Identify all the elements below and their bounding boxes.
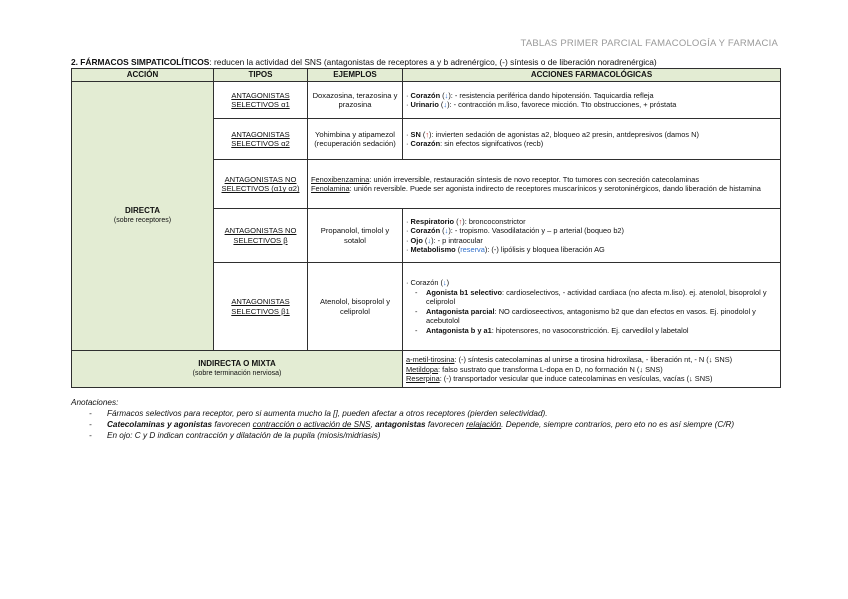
text: : - tropismo. Vasodilatación y – p arterial (boqueo b2): [450, 226, 625, 236]
drug-fenolamina: Fenolamina: [311, 184, 350, 194]
accion-indirecta-label: INDIRECTA O MIXTA: [198, 359, 276, 369]
accion-directa-label: DIRECTA: [125, 206, 160, 216]
acciones-a2: [403, 119, 781, 160]
label: Agonista b1 selectivo: [426, 287, 502, 297]
text: : (-) transportador vesicular que induce catecolaminas en vesículas, vacías (↓ SNS): [439, 373, 713, 383]
label-sn: SN: [410, 129, 421, 139]
tipo-b1: ANTAGONISTAS SELECTIVOS β1: [214, 263, 308, 351]
simpaticoliticos-table: [71, 68, 781, 388]
label-urinario: Urinario: [410, 100, 439, 110]
arrow-down-icon: ↓: [443, 100, 448, 110]
document-header: TABLAS PRIMER PARCIAL FAMACOLOGÍA Y FARMACIA: [520, 38, 778, 49]
metildopa-line: [406, 365, 777, 374]
section-title-rest: : reducen la actividad del SNS (antagonistas de receptores a y b adrenérgico, (-) síntesis o de liberación noradrenérgica): [209, 57, 657, 67]
arrow-down-icon: ↓: [427, 235, 432, 245]
section-title: [71, 57, 657, 67]
label-corazon: Corazón: [410, 139, 441, 149]
metil-tirosina-line: [406, 355, 777, 364]
label-corazon: Corazón: [410, 278, 439, 288]
table-row-a1: [72, 82, 781, 119]
drug-metildopa: Metildopa: [406, 364, 439, 374]
header-accion: ACCIÓN: [72, 69, 214, 82]
respiratorio-line: · Respiratorio (↑): broncoconstrictor: [406, 216, 526, 226]
ejemplo-a1: Doxazosina, terazosina y prazosina: [308, 82, 403, 119]
corazon-line: · Corazón (↓): [406, 278, 450, 288]
arrow-up-icon: ↑: [425, 129, 430, 139]
text: : invierten sedación de agonistas a2, bloqueo a2 presin, antdepresivos (damos N): [431, 129, 699, 139]
drug-reserpina: Reserpina: [406, 373, 440, 383]
list-item: - En ojo: C y D indican contracción y dilatación de la pupila (miosis/midriasis): [107, 430, 781, 441]
tipo-no-selectivos-alpha: ANTAGONISTAS NO SELECTIVOS (α1y α2): [214, 160, 308, 209]
text: favorecen: [425, 420, 467, 430]
drug-metil-tirosina: a-metil-tirosina: [406, 355, 455, 365]
text: . Depende, siempre contrarios, pero eto no es así siempre (C/R): [501, 420, 735, 430]
table-row-indirecta: [72, 351, 781, 388]
list-item: [426, 307, 777, 326]
text: : NO cardioseectivos, antagonismo b2 que dan efectos en vasos. Ej. pinodolol y acebutolol: [426, 306, 756, 326]
accion-indirecta-cell: [72, 351, 403, 388]
text: : (-) síntesis catecolaminas al unirse a tirosina hidroxilasa, - liberación nt, - N (↓ SNS): [454, 355, 733, 365]
text: : falso sustrato que transforma L-dopa en D, no formación N (↓ SNS): [438, 364, 663, 374]
section-title-bold: 2. FÁRMACOS SIMPATICOLÍTICOS: [71, 57, 210, 67]
acciones-a2-line-1: · SN (↑): invierten sedación de agonistas a2, bloqueo a2 presin, antdepresivos (damos N): [406, 129, 699, 139]
bold: antagonistas: [375, 420, 426, 430]
fenoxibenzamina-line: [311, 175, 777, 184]
text: : unión reversible. Puede ser agonista indirecto de receptores muscarínicos y serotoninérgicos, dando liberación de histamina: [349, 184, 761, 194]
ojo-line: · Ojo (↓): - p intraocular: [406, 235, 483, 245]
label: Antagonista b y a1: [426, 325, 492, 335]
label-ojo: Ojo: [410, 235, 423, 245]
tipo-a1: ANTAGONISTAS SELECTIVOS α1: [214, 82, 308, 119]
header-ejemplos: EJEMPLOS: [308, 69, 403, 82]
text: : unión irreversible, restauración síntesis de novo receptor. Tto tumores con secreción catecolaminas: [369, 174, 700, 184]
list-item: [426, 288, 777, 307]
label-metabolismo: Metabolismo: [410, 245, 456, 255]
text: : - resistencia periférica dando hipotensión. Taquicardia refleja: [450, 90, 654, 100]
accion-directa-sub: (sobre receptores): [113, 217, 172, 225]
text: : hipotensores, no vasoconstricción. Ej. carvedilol y labetalol: [491, 325, 689, 335]
arrow-down-icon: ↓: [444, 226, 449, 236]
acciones-no-selectivos-beta: [403, 209, 781, 263]
acciones-a1-line-1: · Corazón (↓): - resistencia periférica dando hipotensión. Taquicardia refleja: [406, 90, 654, 100]
arrow-down-icon: ↓: [442, 278, 447, 288]
text: : - p intraocular: [433, 235, 483, 245]
underlined: contracción o activación de SNS: [252, 420, 371, 430]
corazon-line: · Corazón (↓): - tropismo. Vasodilatación y – p arterial (boqueo b2): [406, 226, 625, 236]
metabolismo-line: · Metabolismo (reserva): (-) lipólisis y bloquea liberación AG: [406, 245, 605, 255]
annotations-title: Anotaciones:: [71, 398, 119, 407]
text: : - contracción m.liso, favorece micción. Tto obstrucciones, + próstata: [449, 100, 677, 110]
header-acciones: ACCIONES FARMACOLÓGICAS: [403, 69, 781, 82]
list-item: - Fármacos selectivos para receptor, pero si aumenta mucho la [], pueden afectar a otros receptores (pierden selectividad).: [107, 408, 781, 419]
text: : sin efectos signifcativos (recb): [440, 139, 544, 149]
bold: Catecolaminas y agonistas: [107, 420, 213, 430]
ejemplo-b1: Atenolol, bisoprolol y celiprolol: [308, 263, 403, 351]
annotations-list: [71, 408, 781, 441]
acciones-b1: [403, 263, 781, 351]
note-reserva: reserva: [460, 245, 485, 255]
acciones-no-selectivos-alpha: [308, 160, 781, 209]
acciones-a1-line-2: · Urinario (↓): - contracción m.liso, favorece micción. Tto obstrucciones, + próstata: [406, 100, 677, 110]
list-item: [426, 326, 777, 335]
drug-fenoxibenzamina: Fenoxibenzamina: [311, 174, 370, 184]
b1-sub-list: [406, 288, 777, 335]
label: Antagonista parcial: [426, 306, 495, 316]
label-corazon: Corazón: [410, 226, 441, 236]
header-tipos: TIPOS: [214, 69, 308, 82]
reserpina-line: [406, 374, 777, 383]
ejemplo-no-selectivos-beta: Propanolol, timolol y sotalol: [308, 209, 403, 263]
acciones-indirecta: [403, 351, 781, 388]
text: favorecen: [212, 420, 253, 430]
acciones-a2-line-2: · Corazón: sin efectos signifcativos (recb): [406, 139, 544, 149]
text: : broncoconstrictor: [464, 216, 526, 226]
tipo-a2: ANTAGONISTAS SELECTIVOS α2: [214, 119, 308, 160]
fenolamina-line: [311, 184, 777, 193]
label-respiratorio: Respiratorio: [410, 216, 455, 226]
text: : cardioselectivos, - actividad cardiaca (no afecta m.liso). ej. atenolol, bisoprolol y celiprolol: [426, 287, 767, 307]
text: ,: [370, 420, 376, 430]
accion-directa-cell: [72, 82, 214, 351]
acciones-a1: [403, 82, 781, 119]
ejemplo-a2: Yohimbina y atipamezol (recuperación sedación): [308, 119, 403, 160]
tipo-no-selectivos-beta: ANTAGONISTAS NO SELECTIVOS β: [214, 209, 308, 263]
underlined: relajación: [466, 420, 502, 430]
label-corazon: Corazón: [410, 90, 441, 100]
list-item: [107, 419, 781, 430]
annotations: [71, 397, 781, 442]
accion-indirecta-sub: (sobre terminación nerviosa): [192, 370, 282, 378]
arrow-down-icon: ↓: [444, 90, 449, 100]
table-header-row: [72, 69, 781, 82]
arrow-up-icon: ↑: [458, 216, 463, 226]
text: : (-) lipólisis y bloquea liberación AG: [487, 245, 605, 255]
